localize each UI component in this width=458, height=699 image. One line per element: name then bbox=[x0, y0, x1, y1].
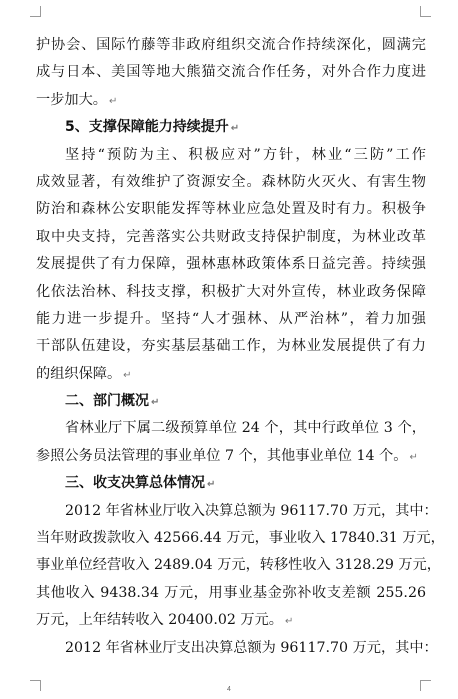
text-line bbox=[36, 635, 438, 662]
line-text: 发展提供了有力保障，强林惠林政策体系日益完善。持续强 bbox=[36, 256, 426, 273]
line-text: 万元，上年结转收入 20400.02 万元。 bbox=[36, 612, 283, 629]
paragraph-mark-icon: ↵ bbox=[230, 123, 240, 135]
text-line bbox=[36, 306, 426, 333]
line-text: 能力进一步提升。坚持“人才强林、从严治林”，着力加强 bbox=[36, 310, 426, 327]
line-text: 取中央支持，完善落实公共财政支持保护制度，为林业改革 bbox=[36, 228, 426, 245]
text-line bbox=[36, 196, 426, 223]
text-line bbox=[36, 169, 426, 196]
text-line bbox=[36, 443, 426, 470]
line-text: 省林业厅下属二级预算单位 24 个，其中行政单位 3 个， bbox=[65, 420, 426, 437]
line-text: 当年财政拨款收入 42566.44 万元，事业收入 17840.31 万元， bbox=[36, 530, 445, 547]
text-line bbox=[36, 415, 426, 442]
line-text: 化依法治林、科技支撑，积极扩大对外宣传，林业政务保障 bbox=[36, 283, 426, 300]
heading-text: 5、支撑保障能力持续提升 bbox=[65, 119, 229, 136]
line-text: 干部队伍建设，夯实基层基础工作，为林业发展提供了有力 bbox=[36, 338, 426, 355]
text-line bbox=[36, 333, 426, 360]
line-text: 2012 年省林业厅支出决算总额为 96117.70 万元，其中： bbox=[65, 639, 438, 656]
heading-text: 三、收支决算总体情况 bbox=[65, 475, 205, 492]
section-heading bbox=[36, 388, 426, 415]
line-text: 2012 年省林业厅收入决算总额为 96117.70 万元，其中： bbox=[65, 502, 438, 519]
line-text: 的组织保障。 bbox=[36, 365, 122, 382]
crop-mark-top-right bbox=[420, 6, 431, 17]
line-text: 护协会、国际竹藤等非政府组织交流合作持续深化，圆满完 bbox=[36, 37, 426, 53]
line-text: 参照公务员法管理的事业单位 7 个，其他事业单位 14 个。 bbox=[36, 447, 408, 464]
line-text: 坚持“预防为主、积极应对”方针，林业“三防”工作 bbox=[65, 146, 426, 163]
text-line bbox=[36, 87, 426, 114]
section-heading bbox=[36, 470, 426, 497]
text-line bbox=[36, 580, 426, 607]
text-line bbox=[36, 361, 426, 388]
paragraph-mark-icon: ↵ bbox=[207, 479, 216, 491]
paragraph-mark-icon: ↵ bbox=[108, 95, 118, 107]
heading-text: 二、部门概况 bbox=[65, 393, 149, 410]
text-line bbox=[36, 32, 426, 59]
text-line bbox=[36, 498, 438, 525]
document-body[interactable] bbox=[36, 32, 445, 662]
line-text: 其他收入 9438.34 万元，用事业基金弥补收支差额 255.26 bbox=[36, 584, 426, 601]
text-line bbox=[36, 552, 441, 579]
paragraph-mark-icon: ↵ bbox=[151, 397, 160, 409]
paragraph-mark-icon: ↵ bbox=[123, 369, 132, 381]
text-line bbox=[36, 224, 426, 251]
line-text: 成效显著，有效维护了资源安全。森林防火灭火、有害生物 bbox=[36, 173, 426, 190]
text-line bbox=[36, 142, 426, 169]
line-text: 防治和森林公安职能发挥等林业应急处置及时有力。积极争 bbox=[36, 201, 426, 218]
text-line bbox=[36, 279, 426, 306]
paragraph-mark-icon: ↵ bbox=[409, 451, 418, 463]
text-line bbox=[36, 525, 445, 552]
line-text: 一步加大。 bbox=[36, 91, 107, 108]
paragraph-mark-icon: ↵ bbox=[284, 616, 294, 628]
section-heading bbox=[36, 114, 426, 141]
text-line bbox=[36, 59, 426, 86]
crop-mark-top-left bbox=[30, 6, 41, 17]
text-line bbox=[36, 251, 426, 278]
line-text: 事业单位经营收入 2489.04 万元，转移性收入 3128.29 万元， bbox=[36, 557, 441, 574]
line-text: 成与日本、美国等地大熊猫交流合作任务，对外合作力度进 bbox=[36, 64, 426, 81]
page-number: 4 bbox=[227, 686, 231, 693]
text-line bbox=[36, 607, 426, 634]
